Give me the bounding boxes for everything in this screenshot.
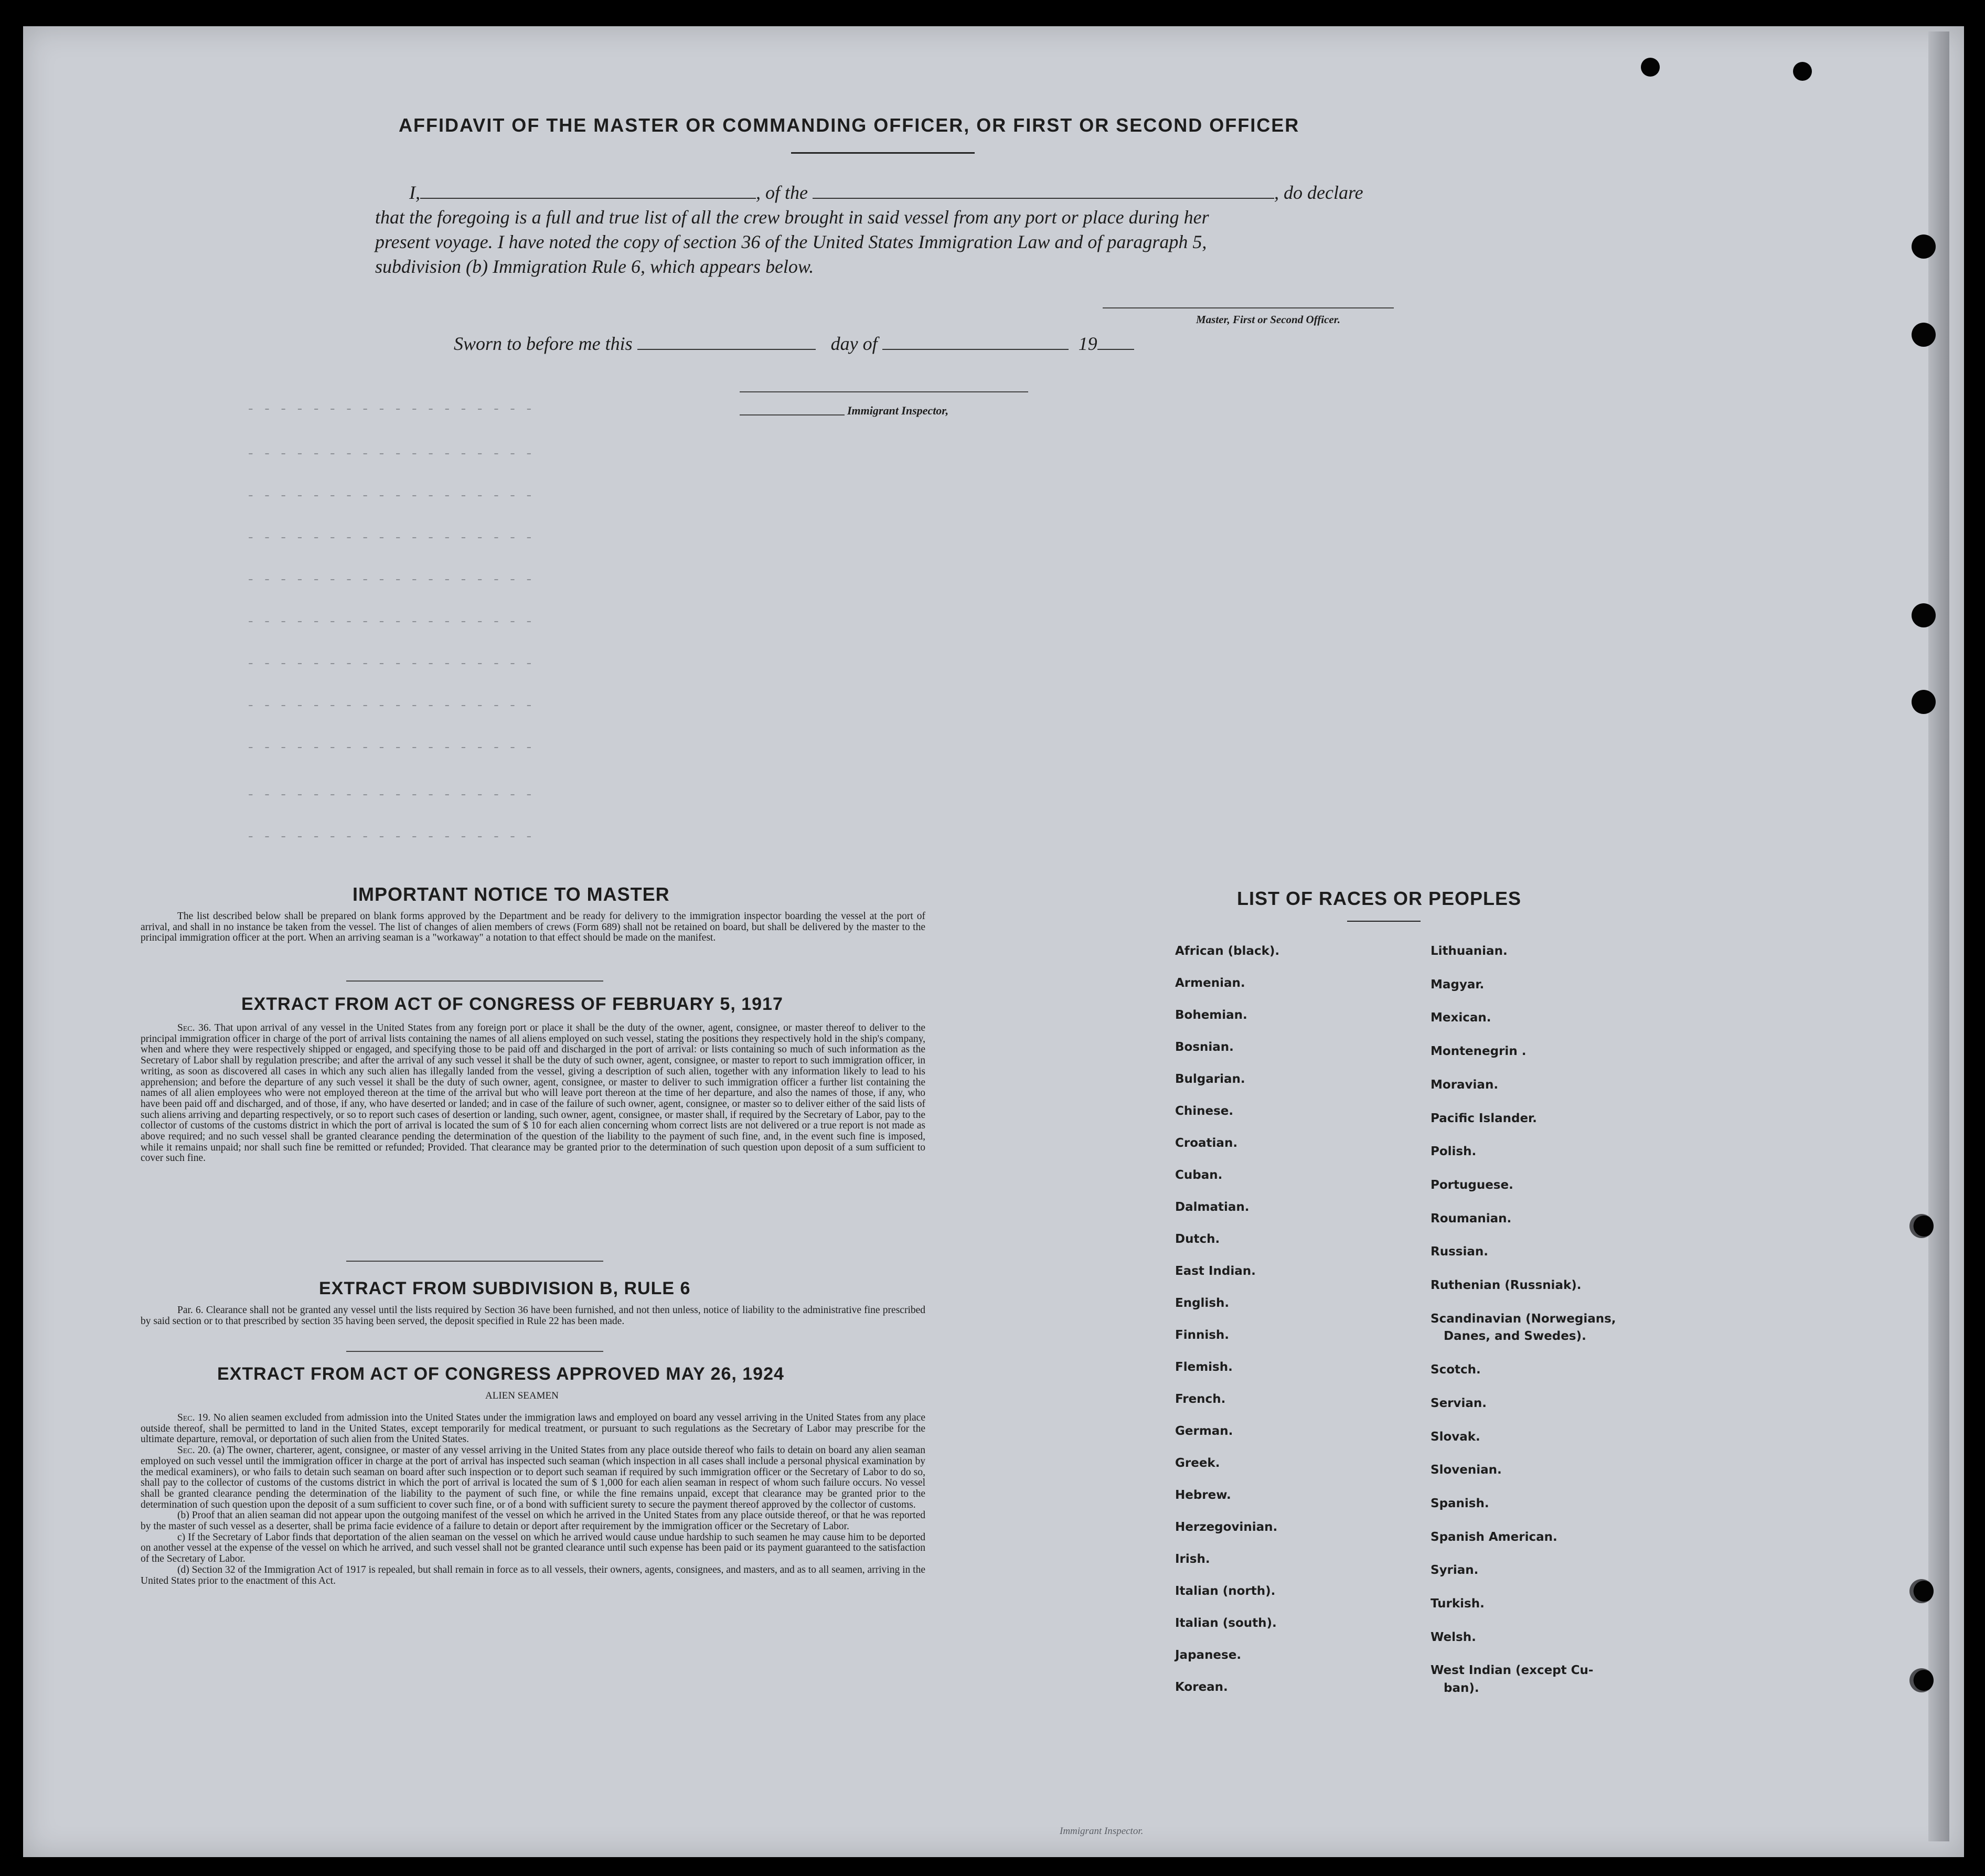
race-item: Flemish.: [1175, 1360, 1233, 1374]
sec20a-text: (a) The owner, charterer, agent, consignee, or master of any vessel arriving in the United States from any place outside thereof who fails to detain on board any alien seaman employed on such vessel until the immigration officer in charge at the port of arrival has inspected such seaman (which inspection in all cases shall include a personal physical examination by the medical examiners), or who fails to detain such seaman on board after such inspection or to deport such seaman if required by such immigration officer or the Secretary of Labor to do so, shall pay to the collector of customs of the customs district in which the port of arrival is located the sum of $ 1,000 for each alien seaman in respect of whom such failure occurs. No vessel shall be granted clearance pending the determination of the liability to the payment of such fine, or while the fine remains unpaid, except that clearance may be granted prior to the determination of such question upon the deposit of a sum sufficient to cover such fine, or of a bond with sufficient surety to secure the payment thereof approved by the collector of customs.: [141, 1445, 926, 1510]
race-item: Dalmatian.: [1175, 1200, 1250, 1214]
sec19-paragraph: [141, 1413, 925, 1445]
bleed-through-marks: - - - - - - - - - - - - - - - - - -: [247, 614, 533, 630]
race-item: Polish.: [1431, 1145, 1477, 1159]
extract-rule6-text: Clearance shall not be granted any vessel until the lists required by Section 36 have been furnished, and not then unless, notice of liability to the administrative fine prescribed by said section or to that prescribed by section 35 having been served, the deposit specified in Rule 22 has been made.: [141, 1305, 926, 1327]
races-title: LIST OF RACES OR PEOPLES: [1237, 888, 1522, 909]
race-item: Spanish.: [1431, 1496, 1489, 1510]
race-item: Servian.: [1431, 1396, 1487, 1410]
race-item: Slovenian.: [1431, 1463, 1502, 1477]
race-item: Scandinavian (Norwegians,: [1431, 1312, 1616, 1326]
section-divider: [346, 1261, 603, 1262]
race-item: Herzegovinian.: [1175, 1520, 1278, 1534]
year-prefix: 19: [1078, 333, 1097, 354]
sec20c-paragraph: c) If the Secretary of Labor finds that deportation of the alien seaman on the vessel on which he arrived would cause undue hardship to such seamen he may cause him to be deported on another vessel at the expense of the vessel on which he arrived, and such vessel shall not be granted clearance until such expense has been paid or its payment guaranteed to the satisfaction of the Secretary of Labor.: [141, 1531, 925, 1565]
section-label: Sec. 36.: [177, 1022, 211, 1033]
race-item: Bosnian.: [1175, 1040, 1234, 1054]
bleed-through-marks: - - - - - - - - - - - - - - - - - -: [247, 488, 533, 504]
day-of-text: day of: [830, 333, 878, 354]
race-item: East Indian.: [1175, 1264, 1256, 1278]
sec19-text: No alien seamen excluded from admission into the United States under the immigration laws and employed on board any vessel arriving in the United States from any place outside thereof, shall be permitted to land in the United States, except temporarily for medical treatment, or pursuant to such regulations as the Secretary of Labor may prescribe for the ultimate departure, removal, or deportation of such alien from the United States.: [141, 1412, 925, 1445]
declaration-line-1: [375, 180, 1395, 205]
binder-hole: [1793, 62, 1812, 81]
sworn-year-field[interactable]: [1097, 349, 1134, 350]
bleed-through-marks: - - - - - - - - - - - - - - - - - -: [247, 572, 533, 588]
bleed-through-marks: - - - - - - - - - - - - - - - - - -: [247, 530, 533, 546]
race-item: Bulgarian.: [1175, 1072, 1245, 1086]
race-item: Lithuanian.: [1431, 944, 1508, 958]
notice-text: The list described below shall be prepared on blank forms approved by the Department and be ready for delivery to the immigration inspector boarding the vessel at the port of arrival, and shall in no instance be taken from the vessel. The list of changes of alien members of crews (Form 689) shall not be retained on board, but shall be delivered by the master to the principal immigration officer at the port. When an arriving seaman is a "workaway" a notation to that effect should be made on the manifest.: [141, 911, 925, 944]
sec20d-paragraph: (d) Section 32 of the Immigration Act of 1917 is repealed, but shall remain in force as to all vessels, their owners, agents, consignees, and masters, and as to all seamen, arriving in the United States prior to the enactment of this Act.: [141, 1564, 925, 1586]
extract-rule6-title: EXTRACT FROM SUBDIVISION B, RULE 6: [319, 1278, 691, 1298]
race-item: African (black).: [1175, 944, 1280, 958]
race-item: Dutch.: [1175, 1232, 1220, 1246]
race-item: Spanish American.: [1431, 1530, 1557, 1544]
bleed-through-marks: - - - - - - - - - - - - - - - - - -: [247, 829, 533, 845]
binder-hole: [1912, 690, 1936, 714]
races-title-underline: [1347, 921, 1421, 922]
race-item: Portuguese.: [1431, 1178, 1513, 1192]
bleed-through-marks: - - - - - - - - - - - - - - - - - -: [247, 446, 533, 462]
race-item: Slovak.: [1431, 1430, 1480, 1444]
section-label: Sec. 20.: [177, 1445, 211, 1456]
bleed-through-marks: - - - - - - - - - - - - - - - - - -: [247, 698, 533, 713]
inspector-signature-line[interactable]: [740, 391, 1028, 392]
declaration-line-4: subdivision (b) Immigration Rule 6, which appears below.: [375, 256, 814, 277]
race-item: Croatian.: [1175, 1136, 1238, 1150]
declarant-prefix: I,: [409, 182, 420, 203]
race-item: Turkish.: [1431, 1597, 1485, 1611]
race-item: Hebrew.: [1175, 1488, 1231, 1502]
race-item: Armenian.: [1175, 976, 1245, 990]
race-item: Korean.: [1175, 1680, 1228, 1694]
race-item: Italian (north).: [1175, 1584, 1276, 1598]
binder-hole: [1909, 1579, 1934, 1603]
race-item: Moravian.: [1431, 1078, 1499, 1092]
bleed-through-marks: - - - - - - - - - - - - - - - - - -: [247, 787, 533, 803]
race-item: Chinese.: [1175, 1104, 1234, 1118]
sec20b-paragraph: (b) Proof that an alien seaman did not appear upon the outgoing manifest of the vessel on which he arrived in the United States from any place outside thereof, or that he was reported by the master of such vessel as a deserter, shall be prima facie evidence of a failure to detain or deport after requirement by the immigration officer or the Secretary of Labor.: [141, 1510, 925, 1532]
race-item: Syrian.: [1431, 1563, 1479, 1577]
extract-1917-text: That upon arrival of any vessel in the United States from any foreign port or place it shall be the duty of the owner, agent, consignee, or master thereof to deliver to the principal immigration officer in charge of the port of arrival lists containing the names of all aliens employed on such vessel, stating the positions they respectively hold in the ship's company, when and where they were respectively shipped or engaged, and specifying those to be paid off and discharged in the port of arrival: or lists containing so much of such information as the Secretary of Labor shall by regulation prescribe; and after the arrival of any such vessel it shall be the duty of such owner, agent, consignee, or master to report to such immigration officer, in writing, as soon as discovered all cases in which any such alien has illegally landed from the vessel, giving a description of such alien, together with any information likely to lead to his apprehension; and before the departure of any such vessel it shall be the duty of such owner, agent, consignee, or master to deliver to such immigration officer a further list containing the names of all alien employees who were not employed thereon at the time of the arrival but who will leave port thereon at the time of her departure, and also the names of those, if any, who have been paid off and discharged, and of those, if any, who have deserted or landed; and in case of the failure of such owner, agent, consignee, or master so to deliver either of the said lists of such aliens arriving and departing respectively, or so to report such cases of desertion or landing, such owner, agent, consignee, or master shall, if required by the Secretary of Labor, pay to the collector of customs of the customs district in which the port of arrival is located the sum of $ 10 for each alien concerning whom correct lists are not delivered or a true report is not made as above required; and no such vessel shall be granted clearance pending the determination of the question of the liability to the payment of such fine, and, in the event such fine is imposed, while it remains unpaid; nor shall such fine be remitted or refunded; Provided. That clearance may be granted prior to the determination of such question upon deposit of a sum sufficient to cover such fine.: [141, 1022, 925, 1164]
sworn-line: [454, 333, 1134, 355]
declare-text: , do declare: [1274, 182, 1363, 203]
bleed-through-caption: Immigrant Inspector.: [1060, 1826, 1144, 1837]
alien-seamen-subtitle: ALIEN SEAMEN: [485, 1390, 559, 1401]
sec20a-paragraph: [141, 1445, 925, 1510]
affidavit-body: [375, 180, 1395, 279]
sworn-day-field[interactable]: [637, 349, 816, 350]
race-item: Cuban.: [1175, 1168, 1223, 1182]
extract-rule6-paragraph: [141, 1305, 925, 1327]
race-item: Greek.: [1175, 1456, 1220, 1470]
race-item: Pacific Islander.: [1431, 1111, 1537, 1125]
race-item: Finnish.: [1175, 1328, 1230, 1342]
race-item: English.: [1175, 1296, 1230, 1310]
binder-hole: [1912, 603, 1936, 627]
affidavit-title: AFFIDAVIT OF THE MASTER OR COMMANDING OFFICER, OR FIRST OR SECOND OFFICER: [399, 114, 1300, 136]
race-item: Japanese.: [1175, 1648, 1242, 1662]
binder-hole: [1912, 235, 1936, 259]
declarant-name-field[interactable]: [420, 198, 756, 199]
inspector-name-line[interactable]: [740, 414, 845, 415]
section-label: Sec. 19.: [177, 1412, 211, 1423]
declaration-line-3: present voyage. I have noted the copy of section 36 of the United States Immigration Law and of paragraph 5,: [375, 231, 1207, 252]
race-item: Italian (south).: [1175, 1616, 1277, 1630]
extract-1917-block: [141, 1023, 925, 1164]
declaration-line-2: that the foregoing is a full and true list of all the crew brought in said vessel from any port or place during her: [375, 207, 1209, 228]
vessel-name-field[interactable]: [813, 198, 1274, 199]
race-item: Montenegrin .: [1431, 1044, 1527, 1059]
race-item: Irish.: [1175, 1552, 1210, 1566]
binder-hole: [1641, 58, 1660, 77]
race-item: Danes, and Swedes).: [1444, 1329, 1586, 1344]
sworn-month-field[interactable]: [882, 349, 1069, 350]
race-item: French.: [1175, 1392, 1226, 1406]
bleed-through-marks: - - - - - - - - - - - - - - - - - -: [247, 401, 533, 417]
extract-1917-title: EXTRACT FROM ACT OF CONGRESS OF FEBRUARY 5, 1917: [241, 994, 783, 1014]
race-item: Welsh.: [1431, 1630, 1476, 1644]
binder-hole: [1909, 1668, 1934, 1692]
sworn-text: Sworn to before me this: [454, 333, 633, 354]
signature-line[interactable]: [1103, 307, 1394, 308]
extract-rule6-block: [141, 1305, 925, 1327]
extract-1924-block: [141, 1413, 925, 1586]
title-underline: [791, 152, 975, 154]
race-item: Scotch.: [1431, 1363, 1481, 1377]
bleed-through-marks: - - - - - - - - - - - - - - - - - -: [247, 740, 533, 755]
race-item: Mexican.: [1431, 1011, 1491, 1025]
race-item: West Indian (except Cu-: [1431, 1664, 1594, 1678]
binder-hole: [1912, 323, 1936, 347]
bleed-through-marks: - - - - - - - - - - - - - - - - - -: [247, 656, 533, 671]
of-the-text: , of the: [756, 182, 808, 203]
section-divider: [346, 1351, 603, 1352]
race-item: ban).: [1444, 1681, 1479, 1696]
notice-text-block: [141, 911, 925, 944]
binder-hole: [1909, 1214, 1934, 1238]
race-item: Bohemian.: [1175, 1008, 1247, 1022]
race-item: German.: [1175, 1424, 1233, 1438]
race-item: Russian.: [1431, 1245, 1488, 1259]
extract-1917-paragraph: [141, 1023, 925, 1164]
inspector-caption: Immigrant Inspector,: [847, 404, 949, 417]
paragraph-label: Par. 6.: [177, 1305, 204, 1316]
race-item: Roumanian.: [1431, 1211, 1512, 1225]
notice-title: IMPORTANT NOTICE TO MASTER: [353, 883, 670, 905]
section-divider: [346, 980, 603, 982]
signature-caption: Master, First or Second Officer.: [1196, 313, 1340, 326]
race-item: Magyar.: [1431, 977, 1485, 992]
race-item: Ruthenian (Russniak).: [1431, 1278, 1582, 1292]
extract-1924-title: EXTRACT FROM ACT OF CONGRESS APPROVED MAY 26, 1924: [217, 1364, 784, 1384]
page-edge: [1928, 31, 1949, 1841]
